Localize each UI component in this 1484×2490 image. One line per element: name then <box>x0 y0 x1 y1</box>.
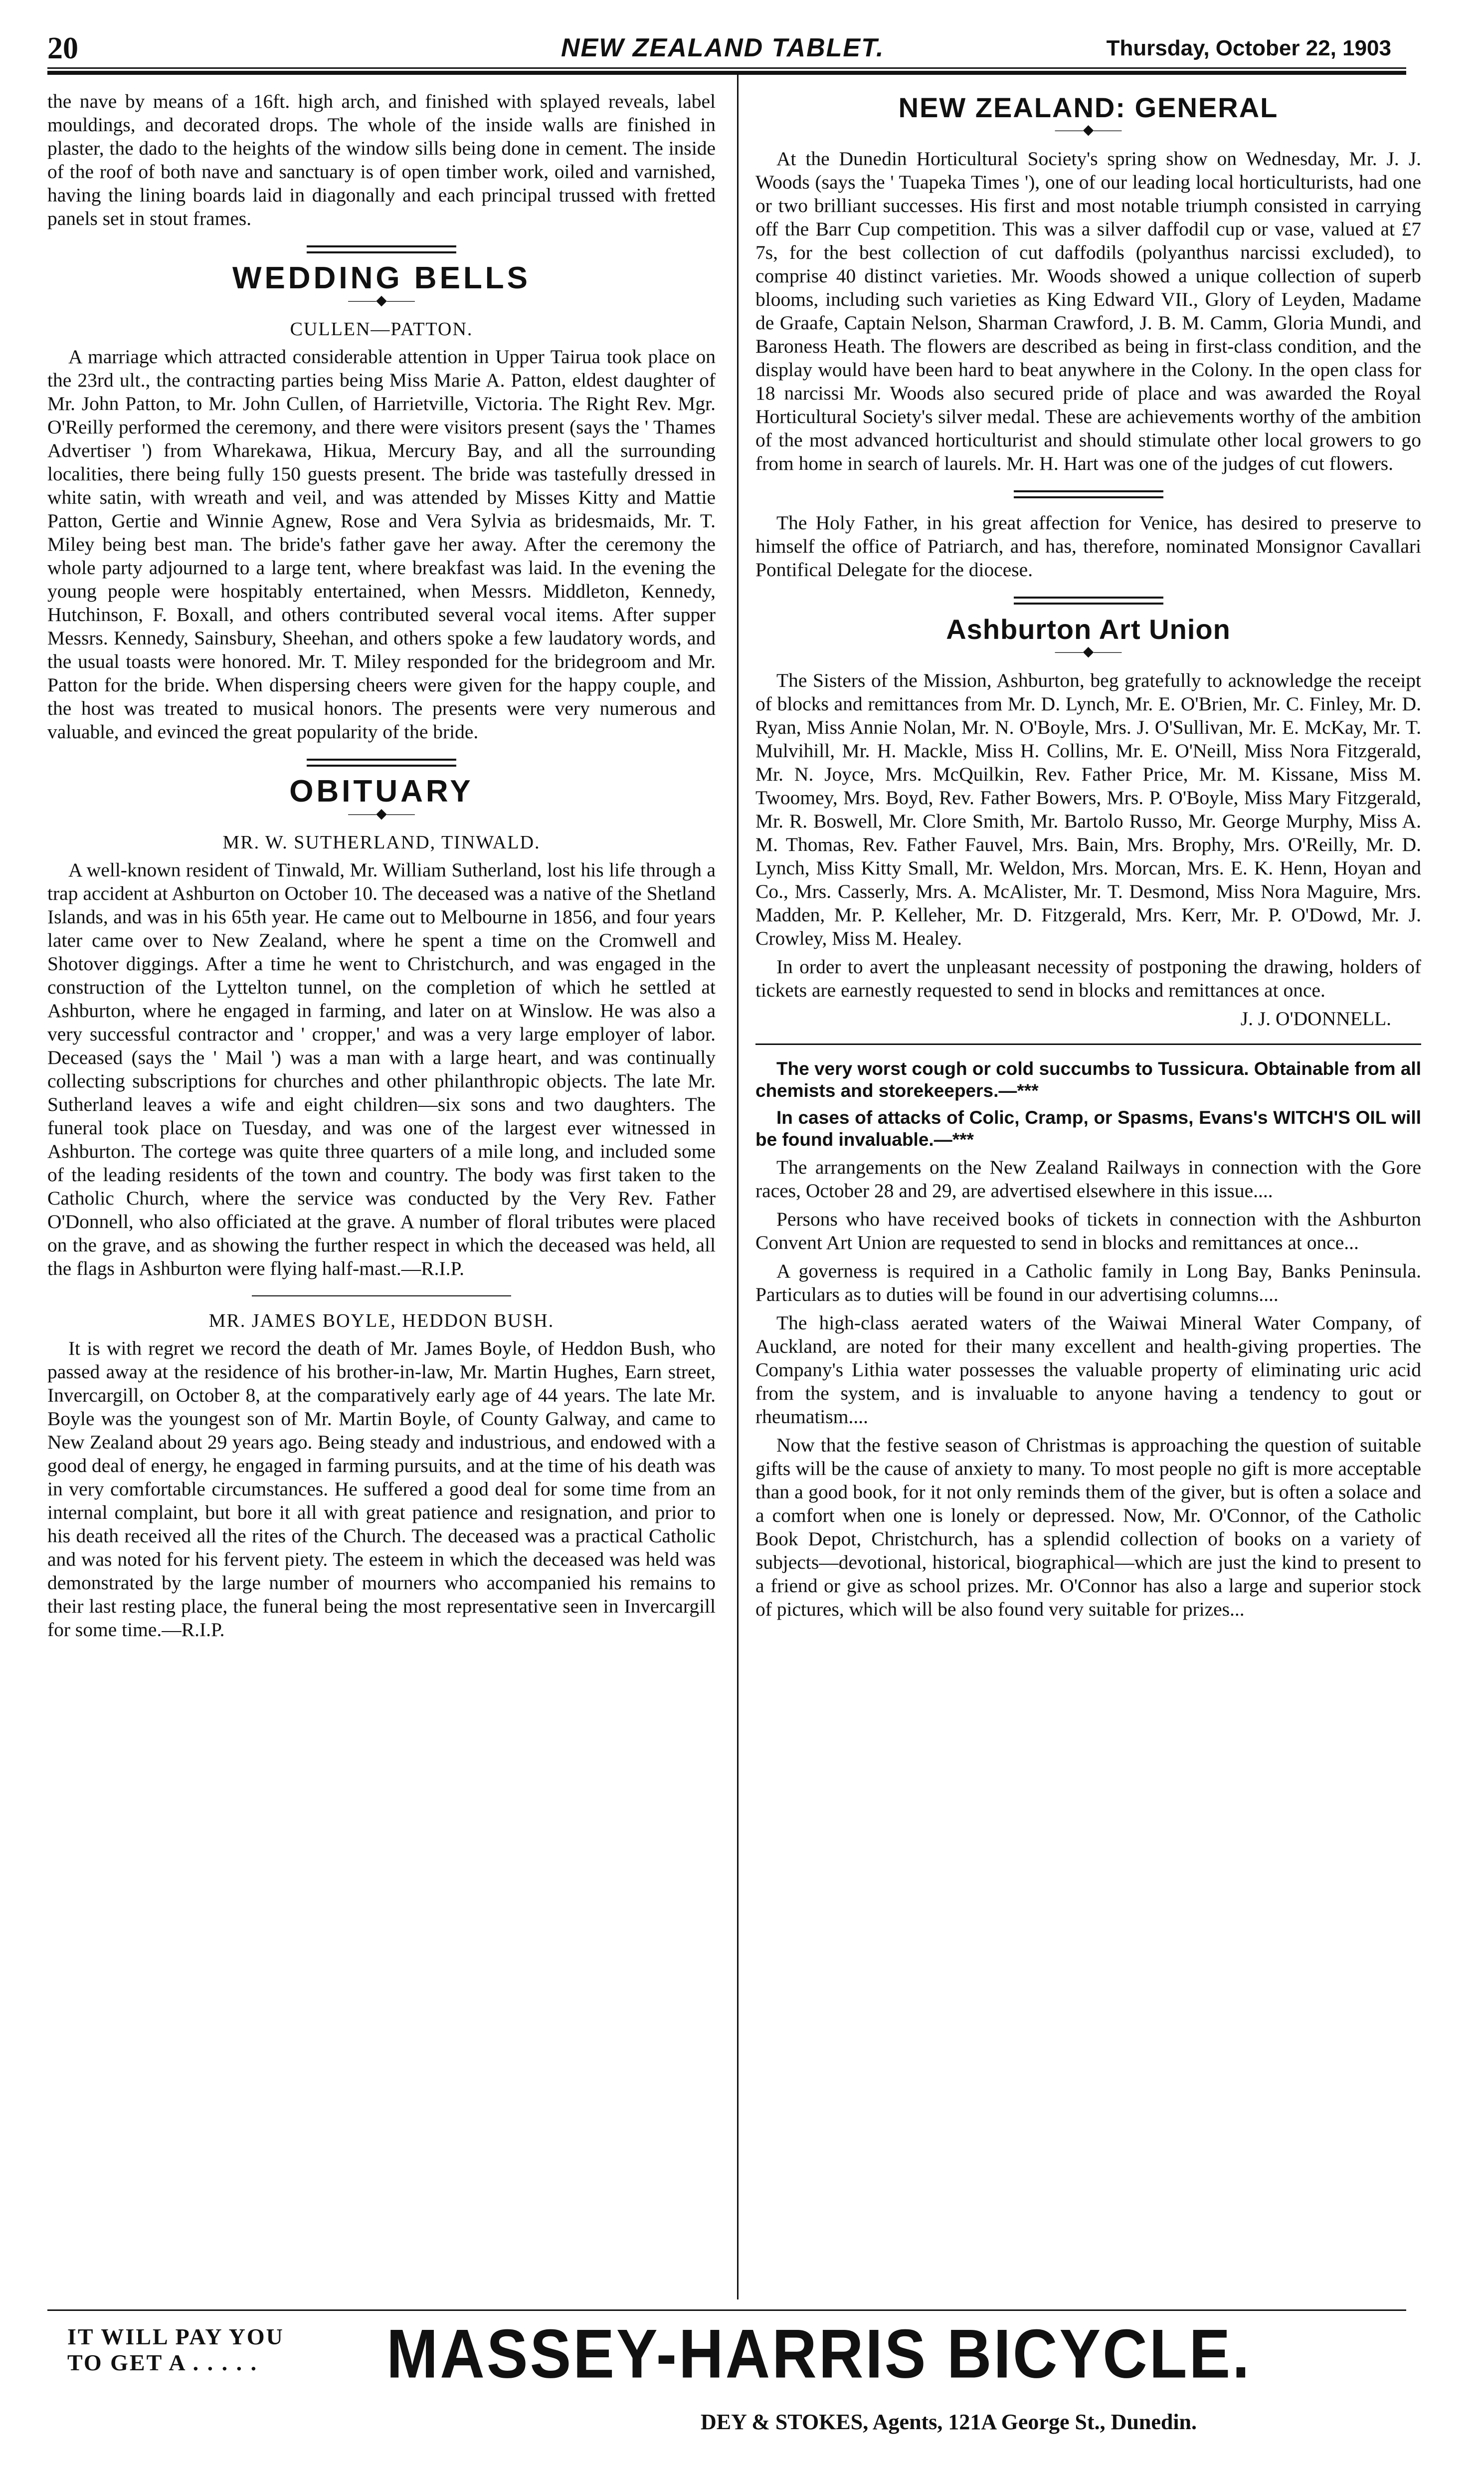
ornament-divider: ——◆—— <box>348 806 415 822</box>
wedding-heading: WEDDING BELLS <box>232 261 531 295</box>
section-separator <box>307 759 456 767</box>
tussicura-notice: The very worst cough or cold succumbs to Tussicura. Obtainable from all chemists and storekeepers.—*** <box>755 1058 1421 1101</box>
advert-lead-line2: TO GET A . . . . . <box>67 2350 258 2375</box>
obituary-heading: OBITUARY <box>289 774 474 809</box>
obituary-boyle-body: It is with regret we record the death of Mr. James Boyle, of Heddon Bush, who passed away at the residence of his brother-in-law, Mr. Martin Hughes, Earn street, Invercargill, on October 8, at the comparatively early age of 44 years. The late Mr. Boyle was the youngest son of Mr. Martin Boyle, of County Galway, and came to New Zealand about 29 years ago. Being steady and industrious, and endowed with a good deal of energy, he engaged in farming pursuits, and at the time of his death was in very comfortable circumstances. He suffered a good deal for some time from an internal complaint, but bore it all with great patience and resignation, and prior to his death received all the rites of the Church. The deceased was a practical Catholic and was noted for his fervent piety. The esteem in which the deceased was held was demonstrated by the large number of mourners who accompanied his remains to their last resting place, the funeral being the most representative seen in Invercargill for some time.—R.I.P. <box>47 1337 716 1641</box>
masthead-rule <box>47 67 1406 75</box>
christmas-books-notice: Now that the festive season of Christmas is approaching the question of suitable gifts will be the cause of anxiety to many. To most people no gift is more acceptable than a good book, for it not only reminds them of the giver, but is often a solace and a comfort when one is lonely or depressed. Now, Mr. O'Connor, of the Catholic Book Depot, Christchurch, has a splendid collection of books on a variety of subjects—devotional, historical, biographical—which are just the kind to present to a friend or give as school prizes. Mr. O'Connor has also a large and superior stock of pictures, which will be also found very suitable for prizes... <box>755 1434 1421 1620</box>
paper-title: NEW ZEALAND TABLET. <box>561 33 885 62</box>
advert-lead-line1: IT WILL PAY YOU <box>67 2324 284 2349</box>
ornament-divider: ——◆—— <box>348 293 415 308</box>
art-union-request: In order to avert the unpleasant necessity of postponing the drawing, holders of tickets are earnestly requested to send in blocks and remittances at once. <box>755 956 1421 1001</box>
art-union-acknowledgement: The Sisters of the Mission, Ashburton, beg gratefully to acknowledge the receipt of blocks and remittances from Mr. D. Lynch, Mr. E. O'Brien, Mr. C. Finley, Mr. D. Ryan, Miss Annie Nolan, Mr. N. O'Boyle, Mrs. J. O'Sullivan, Mr. E. McKay, Mr. T. Mulvihill, Mr. H. Mackle, Miss H. Collins, Mr. E. O'Neill, Miss Nora Fitzgerald, Mr. N. Joyce, Mrs. McQuilkin, Rev. Father Price, Mr. M. Kissane, Miss M. Twoomey, Mrs. Boyd, Rev. Father Bowers, Mrs. P. O'Boyle, Miss Mary Fitzgerald, Mr. R. Boswell, Mr. Clore Smith, Mr. Bartolo Russo, Mr. George Murphy, Miss A. M. Thomas, Rev. Father Fauvel, Mrs. Bain, Mrs. Brophy, Mrs. O'Reilly, Mr. D. Lynch, Miss Kitty Small, Mr. Weldon, Mrs. Morcan, Mrs. E. K. Henn, Hoyan and Co., Mrs. Casserly, Mrs. A. McAlister, Mr. T. Desmond, Miss Nora Maguire, Mrs. Madden, Mr. P. Kelleher, Mr. D. Fitzgerald, Mrs. Kerr, Mr. P. O'Dowd, Mr. J. Crowley, Miss M. Healey. <box>755 669 1421 949</box>
issue-date: Thursday, October 22, 1903 <box>1106 36 1391 60</box>
section-separator <box>1014 490 1163 498</box>
section-separator <box>1014 597 1163 605</box>
column-divider <box>737 75 739 2299</box>
advert-agents: DEY & STOKES, Agents, 121A George St., Dunedin. <box>701 2410 1197 2434</box>
obituary-sutherland-body: A well-known resident of Tinwald, Mr. William Sutherland, lost his life through a trap accident at Ashburton on October 10. The deceased was a native of the Shetland Islands, and was in his 65th year. He came out to Melbourne in 1856, and four years later came over to New Zealand, where he spent a time on the Cromwell and Shotover diggings. After a time he went to Christchurch, and was engaged in the construction of the Lyttelton tunnel, on the completion of which he settled at Ashburton, where he engaged in farming, and later on at Winslow. He was also a very successful contractor and ' cropper,' and was a very large employer of labor. Deceased (says the ' Mail ') was a man with a large heart, and was continually collecting subscriptions for churches and other philanthropic objects. The late Mr. Sutherland leaves a wife and eight children—six sons and two daughters. The funeral took place on Tuesday, and was one of the largest ever witnessed in Ashburton. The cortege was quite three quarters of a mile long, and included some of the leading residents of the town and country. The body was first taken to the Catholic Church, where the service was conducted by the Very Rev. Father O'Donnell, who also officiated at the grave. A number of floral tributes were placed on the grave, and as showing the further respect in which the deceased was held, all the flags in Ashburton were flying half-mast.—R.I.P. <box>47 859 716 1279</box>
convent-notice: Persons who have received books of tickets in connection with the Ashburton Convent Art Union are requested to send in blocks and remittances at once... <box>755 1208 1421 1253</box>
advert-rule <box>47 2309 1406 2311</box>
witchs-oil-notice: In cases of attacks of Colic, Cramp, or Spasms, Evans's WITCH'S OIL will be found invaluable.—*** <box>755 1107 1421 1150</box>
waiwai-notice: The high-class aerated waters of the Waiwai Mineral Water Company, of Auckland, are noted for their many excellent and health-giving properties. The Company's Lithia water possesses the valuable property of eliminating uric acid from the system, and is invaluable to anyone having a tendency to gout or rheumatism.... <box>755 1312 1421 1428</box>
notices-rule <box>755 1043 1421 1045</box>
left-column <box>47 90 716 1647</box>
page-number: 20 <box>47 31 78 65</box>
right-column <box>755 90 1421 1626</box>
ornament-divider: ——◆—— <box>1055 644 1122 659</box>
art-union-heading: Ashburton Art Union <box>946 614 1231 645</box>
wedding-body: A marriage which attracted considerable attention in Upper Tairua took place on the 23rd ult., the contracting parties being Miss Marie A. Patton, eldest daughter of Mr. John Patton, to Mr. John Cullen, of Harrietville, Victoria. The Right Rev. Mgr. O'Reilly performed the ceremony, and there were visitors present (says the ' Thames Advertiser ') from Wharekawa, Hikua, Mercury Bay, and all the surrounding localities, there being fully 150 guests present. The bride was tastefully dressed in white satin, with wreath and veil, and was attended by Misses Kitty and Mattie Patton, Gertie and Winnie Agnew, Rose and Vera Sylvia as bridesmaids, Mr. T. Miley being best man. The bride's father gave her away. After the ceremony the whole party adjourned to a large tent, where breakfast was laid. In the evening the young people were hospitably entertained, when Messrs. Middleton, Kennedy, Hutchinson, F. Boxall, and others contributed several vocal items. After supper Messrs. Kennedy, Sainsbury, Sheehan, and others spoke a few laudatory words, and the usual toasts were honored. Mr. T. Miley responded for the bridegroom and Mr. Patton for the bride. When dispersing cheers were given for the happy couple, and the host was treated to musical honors. The presents were very numerous and valuable, and evinced the great popularity of the bride. <box>47 346 716 743</box>
church-continuation: the nave by means of a 16ft. high arch, and finished with splayed reveals, label mouldings, and decorated drops. The whole of the inside walls are finished in plaster, the dado to the heights of the window sills being done in cement. The inside of the roof of both nave and sanctuary is of open timber work, oiled and varnished, having the lining boards laid in diagonally and each principal trussed with fretted panels set in stout frames. <box>47 90 716 229</box>
general-heading: NEW ZEALAND: GENERAL <box>898 92 1279 123</box>
masthead <box>47 31 1406 71</box>
art-union-signature: J. J. O'DONNELL. <box>1240 1008 1391 1030</box>
wedding-subhead: CULLEN—PATTON. <box>290 319 473 340</box>
advert-brand: MASSEY-HARRIS BICYCLE. <box>386 2315 1252 2393</box>
governess-notice: A governess is required in a Catholic family in Long Bay, Banks Peninsula. Particulars as to duties will be found in our advertising columns.... <box>755 1260 1421 1305</box>
obituary-rule <box>252 1295 511 1296</box>
daffodil-article: At the Dunedin Horticultural Society's spring show on Wednesday, Mr. J. J. Woods (says the ' Tuapeka Times '), one of our leading local horticulturists, had one or two brilliant successes. His first and most notable triumph consisted in carrying off the Barr Cup competition. This was a silver daffodil cup or vase, valued at £7 7s, for the best collection of cut daffodils (polyanthus narcissi excluded), to comprise 40 distinct varieties. Mr. Woods showed a unique collection of superb blooms, including such varieties as King Edward VII., Glory of Leyden, Madame de Graafe, Captain Nelson, Sharman Crawford, J. B. M. Camm, Gloria Mundi, and Baroness Heath. The flowers are described as being in first-class condition, and the display would have been hard to beat anywhere in the Colony. In the open class for 18 narcissi Mr. Woods also secured pride of place and was awarded the Royal Horticultural Society's silver medal. These are achievements worthy of the ambition of the most advanced horticulturist and should stimulate other local growers to go from home in search of laurels. Mr. H. Hart was one of the judges of cut flowers. <box>755 148 1421 474</box>
obituary-boyle-subhead: MR. JAMES BOYLE, HEDDON BUSH. <box>208 1310 555 1331</box>
massey-harris-advert <box>47 2315 1406 2469</box>
venice-article: The Holy Father, in his great affection for Venice, has desired to preserve to himself the office of Patriarch, and has, therefore, nominated Monsignor Cavallari Pontifical Delegate for the diocese. <box>755 512 1421 581</box>
section-separator <box>307 245 456 253</box>
ornament-divider: ——◆—— <box>1055 122 1122 138</box>
obituary-sutherland-subhead: MR. W. SUTHERLAND, TINWALD. <box>222 832 541 853</box>
railways-notice: The arrangements on the New Zealand Railways in connection with the Gore races, October 28 and 29, are advertised elsewhere in this issue.... <box>755 1156 1421 1202</box>
